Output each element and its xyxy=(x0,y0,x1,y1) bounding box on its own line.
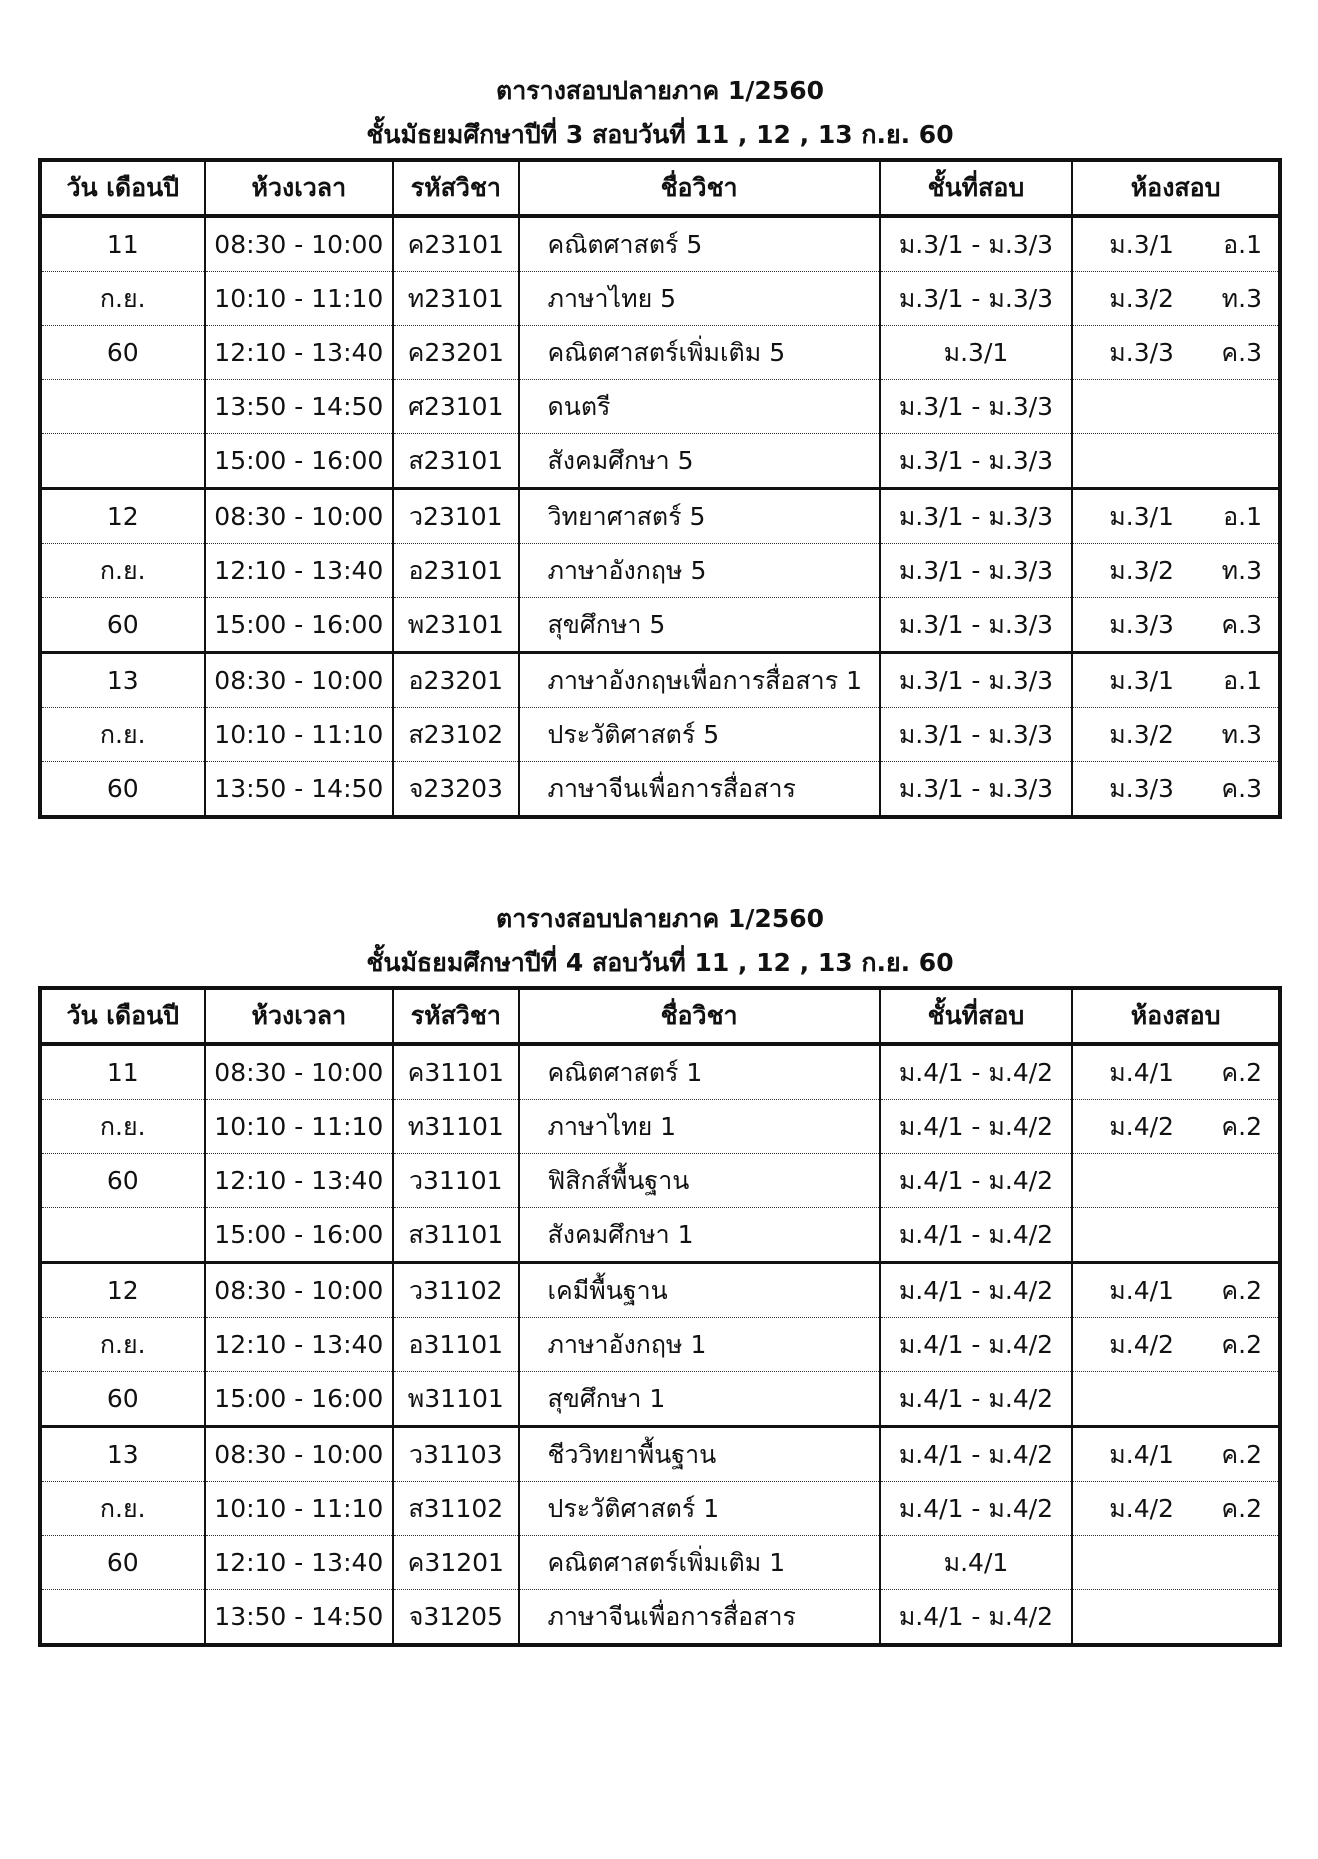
building-label: ค.3 xyxy=(1221,609,1262,639)
exam-class-cell: ม.4/1 - ม.4/2 xyxy=(880,1100,1073,1154)
subject-name-cell: ภาษาจีนเพื่อการสื่อสาร xyxy=(519,1590,880,1646)
building-label: ค.2 xyxy=(1221,1057,1262,1087)
exam-date-cell xyxy=(40,1590,205,1646)
subject-name-cell: ภาษาอังกฤษเพื่อการสื่อสาร 1 xyxy=(519,653,880,708)
subject-code-cell: จ23203 xyxy=(393,762,518,818)
exam-room-cell xyxy=(1072,216,1280,272)
table-row xyxy=(40,1263,1280,1318)
exam-date-cell: 11 xyxy=(40,216,205,272)
table-row xyxy=(40,1482,1280,1536)
table-row xyxy=(40,380,1280,434)
exam-class-cell: ม.3/1 - ม.3/3 xyxy=(880,380,1073,434)
header-class: ชั้นที่สอบ xyxy=(880,160,1073,216)
subject-name-cell: ภาษาอังกฤษ 1 xyxy=(519,1318,880,1372)
subject-code-cell: ว31101 xyxy=(393,1154,518,1208)
exam-date-cell: 12 xyxy=(40,1263,205,1318)
exam-room-cell xyxy=(1072,1536,1280,1590)
subject-code-cell: ว31103 xyxy=(393,1427,518,1482)
exam-time-cell: 10:10 - 11:10 xyxy=(205,1100,394,1154)
subject-code-cell: พ23101 xyxy=(393,598,518,653)
exam-time-cell: 15:00 - 16:00 xyxy=(205,1372,394,1427)
building-label: ค.3 xyxy=(1221,773,1262,803)
exam-time-cell: 12:10 - 13:40 xyxy=(205,544,394,598)
subject-name-cell: สุขศึกษา 1 xyxy=(519,1372,880,1427)
exam-class-cell: ม.4/1 - ม.4/2 xyxy=(880,1208,1073,1263)
header-code: รหัสวิชา xyxy=(393,160,518,216)
exam-class-cell: ม.3/1 - ม.3/3 xyxy=(880,272,1073,326)
subject-code-cell: ค31101 xyxy=(393,1044,518,1100)
exam-class-cell: ม.3/1 - ม.3/3 xyxy=(880,598,1073,653)
table-row xyxy=(40,708,1280,762)
subject-name-cell: ชีววิทยาพื้นฐาน xyxy=(519,1427,880,1482)
building-label: ท.3 xyxy=(1221,719,1262,749)
exam-time-cell: 08:30 - 10:00 xyxy=(205,1044,394,1100)
exam-room-cell xyxy=(1072,1208,1280,1263)
subject-name-cell: คณิตศาสตร์ 1 xyxy=(519,1044,880,1100)
exam-time-cell: 12:10 - 13:40 xyxy=(205,1318,394,1372)
subject-name-cell: คณิตศาสตร์เพิ่มเติม 1 xyxy=(519,1536,880,1590)
exam-time-cell: 13:50 - 14:50 xyxy=(205,1590,394,1646)
table-header-row xyxy=(40,988,1280,1044)
building-label: อ.1 xyxy=(1223,229,1262,259)
exam-table xyxy=(38,986,1282,1647)
room-label: ม.4/2 xyxy=(1109,1111,1174,1141)
exam-time-cell: 08:30 - 10:00 xyxy=(205,1427,394,1482)
header-room: ห้องสอบ xyxy=(1072,988,1280,1044)
table-row xyxy=(40,216,1280,272)
subject-name-cell: ภาษาไทย 5 xyxy=(519,272,880,326)
room-label: ม.4/2 xyxy=(1109,1329,1174,1359)
exam-time-cell: 08:30 - 10:00 xyxy=(205,216,394,272)
subject-name-cell: ฟิสิกส์พื้นฐาน xyxy=(519,1154,880,1208)
header-time: ห้วงเวลา xyxy=(205,988,394,1044)
subject-code-cell: ส23101 xyxy=(393,434,518,489)
exam-date-cell xyxy=(40,434,205,489)
exam-class-cell: ม.3/1 xyxy=(880,326,1073,380)
exam-room-cell xyxy=(1072,1590,1280,1646)
exam-date-cell: ก.ย. xyxy=(40,544,205,598)
subject-code-cell: พ31101 xyxy=(393,1372,518,1427)
building-label: ท.3 xyxy=(1221,555,1262,585)
exam-class-cell: ม.4/1 - ม.4/2 xyxy=(880,1263,1073,1318)
table-row xyxy=(40,653,1280,708)
subject-name-cell: ประวัติศาสตร์ 1 xyxy=(519,1482,880,1536)
room-label: ม.4/2 xyxy=(1109,1493,1174,1523)
header-class: ชั้นที่สอบ xyxy=(880,988,1073,1044)
exam-class-cell: ม.4/1 - ม.4/2 xyxy=(880,1482,1073,1536)
exam-room-cell xyxy=(1072,489,1280,544)
subject-code-cell: ค23101 xyxy=(393,216,518,272)
header-room: ห้องสอบ xyxy=(1072,160,1280,216)
exam-room-cell xyxy=(1072,762,1280,818)
exam-time-cell: 12:10 - 13:40 xyxy=(205,1154,394,1208)
building-label: อ.1 xyxy=(1223,665,1262,695)
exam-table xyxy=(38,158,1282,819)
exam-room-cell xyxy=(1072,272,1280,326)
exam-class-cell: ม.4/1 - ม.4/2 xyxy=(880,1318,1073,1372)
subject-name-cell: วิทยาศาสตร์ 5 xyxy=(519,489,880,544)
exam-time-cell: 10:10 - 11:10 xyxy=(205,708,394,762)
table-row xyxy=(40,1318,1280,1372)
subject-code-cell: ท23101 xyxy=(393,272,518,326)
subject-name-cell: ภาษาอังกฤษ 5 xyxy=(519,544,880,598)
table-row xyxy=(40,1372,1280,1427)
exam-room-cell xyxy=(1072,1427,1280,1482)
header-time: ห้วงเวลา xyxy=(205,160,394,216)
exam-date-cell: 60 xyxy=(40,1536,205,1590)
exam-time-cell: 15:00 - 16:00 xyxy=(205,1208,394,1263)
exam-date-cell: 60 xyxy=(40,326,205,380)
table-row xyxy=(40,1100,1280,1154)
table-row xyxy=(40,272,1280,326)
subject-code-cell: ค23201 xyxy=(393,326,518,380)
exam-class-cell: ม.3/1 - ม.3/3 xyxy=(880,762,1073,818)
exam-class-cell: ม.3/1 - ม.3/3 xyxy=(880,653,1073,708)
exam-time-cell: 10:10 - 11:10 xyxy=(205,272,394,326)
room-label: ม.4/1 xyxy=(1109,1057,1174,1087)
exam-class-cell: ม.3/1 - ม.3/3 xyxy=(880,544,1073,598)
exam-class-cell: ม.3/1 - ม.3/3 xyxy=(880,708,1073,762)
exam-room-cell xyxy=(1072,434,1280,489)
subject-code-cell: ว23101 xyxy=(393,489,518,544)
exam-room-cell xyxy=(1072,1154,1280,1208)
building-label: ค.2 xyxy=(1221,1329,1262,1359)
subject-code-cell: ว31102 xyxy=(393,1263,518,1318)
exam-class-cell: ม.3/1 - ม.3/3 xyxy=(880,489,1073,544)
exam-date-cell: ก.ย. xyxy=(40,1318,205,1372)
subject-name-cell: สังคมศึกษา 5 xyxy=(519,434,880,489)
exam-date-cell: 11 xyxy=(40,1044,205,1100)
exam-date-cell: ก.ย. xyxy=(40,1482,205,1536)
exam-date-cell: 13 xyxy=(40,653,205,708)
exam-time-cell: 12:10 - 13:40 xyxy=(205,326,394,380)
exam-date-cell: 13 xyxy=(40,1427,205,1482)
subject-name-cell: ภาษาจีนเพื่อการสื่อสาร xyxy=(519,762,880,818)
exam-date-cell xyxy=(40,1208,205,1263)
room-label: ม.3/1 xyxy=(1109,665,1174,695)
table-row xyxy=(40,598,1280,653)
exam-room-cell xyxy=(1072,653,1280,708)
table-row xyxy=(40,544,1280,598)
exam-time-cell: 08:30 - 10:00 xyxy=(205,489,394,544)
exam-room-cell xyxy=(1072,1263,1280,1318)
exam-time-cell: 13:50 - 14:50 xyxy=(205,380,394,434)
exam-room-cell xyxy=(1072,326,1280,380)
exam-time-cell: 08:30 - 10:00 xyxy=(205,1263,394,1318)
subject-code-cell: ส31102 xyxy=(393,1482,518,1536)
table-row xyxy=(40,762,1280,818)
table-row xyxy=(40,326,1280,380)
schedule-title: ตารางสอบปลายภาค 1/2560 xyxy=(495,76,824,105)
header-date: วัน เดือนปี xyxy=(40,988,205,1044)
table-row xyxy=(40,1427,1280,1482)
subject-code-cell: จ31205 xyxy=(393,1590,518,1646)
exam-room-cell xyxy=(1072,1372,1280,1427)
table-header-row xyxy=(40,160,1280,216)
header-subject: ชื่อวิชา xyxy=(519,160,880,216)
exam-date-cell: ก.ย. xyxy=(40,272,205,326)
exam-room-cell xyxy=(1072,598,1280,653)
exam-time-cell: 08:30 - 10:00 xyxy=(205,653,394,708)
exam-room-cell xyxy=(1072,1318,1280,1372)
room-label: ม.3/1 xyxy=(1109,501,1174,531)
subject-code-cell: อ31101 xyxy=(393,1318,518,1372)
building-label: ค.3 xyxy=(1221,337,1262,367)
schedule-title: ตารางสอบปลายภาค 1/2560 xyxy=(495,904,824,933)
exam-time-cell: 12:10 - 13:40 xyxy=(205,1536,394,1590)
subject-code-cell: ส23102 xyxy=(393,708,518,762)
exam-class-cell: ม.3/1 - ม.3/3 xyxy=(880,216,1073,272)
exam-class-cell: ม.4/1 - ม.4/2 xyxy=(880,1154,1073,1208)
exam-room-cell xyxy=(1072,1100,1280,1154)
building-label: ท.3 xyxy=(1221,283,1262,313)
exam-date-cell: 60 xyxy=(40,1372,205,1427)
header-subject: ชื่อวิชา xyxy=(519,988,880,1044)
exam-date-cell: 60 xyxy=(40,1154,205,1208)
exam-time-cell: 15:00 - 16:00 xyxy=(205,434,394,489)
subject-code-cell: อ23201 xyxy=(393,653,518,708)
exam-class-cell: ม.3/1 - ม.3/3 xyxy=(880,434,1073,489)
exam-room-cell xyxy=(1072,544,1280,598)
table-row xyxy=(40,1044,1280,1100)
subject-code-cell: ส31101 xyxy=(393,1208,518,1263)
exam-room-cell xyxy=(1072,1482,1280,1536)
table-row xyxy=(40,1536,1280,1590)
subject-name-cell: คณิตศาสตร์เพิ่มเติม 5 xyxy=(519,326,880,380)
exam-time-cell: 13:50 - 14:50 xyxy=(205,762,394,818)
subject-code-cell: อ23101 xyxy=(393,544,518,598)
exam-date-cell: 60 xyxy=(40,598,205,653)
schedule-subtitle: ชั้นมัธยมศึกษาปีที่ 3 สอบวันที่ 11 , 12 , 13 ก.ย. 60 xyxy=(366,120,954,149)
exam-class-cell: ม.4/1 xyxy=(880,1536,1073,1590)
exam-room-cell xyxy=(1072,708,1280,762)
exam-class-cell: ม.4/1 - ม.4/2 xyxy=(880,1372,1073,1427)
exam-date-cell: ก.ย. xyxy=(40,1100,205,1154)
exam-room-cell xyxy=(1072,380,1280,434)
exam-date-cell: ก.ย. xyxy=(40,708,205,762)
subject-code-cell: ค31201 xyxy=(393,1536,518,1590)
schedule-subtitle: ชั้นมัธยมศึกษาปีที่ 4 สอบวันที่ 11 , 12 , 13 ก.ย. 60 xyxy=(366,948,954,977)
subject-code-cell: ศ23101 xyxy=(393,380,518,434)
room-label: ม.4/1 xyxy=(1109,1439,1174,1469)
subject-name-cell: สุขศึกษา 5 xyxy=(519,598,880,653)
room-label: ม.3/2 xyxy=(1109,555,1174,585)
exam-date-cell: 12 xyxy=(40,489,205,544)
schedule-grade-4 xyxy=(38,898,1282,1647)
building-label: ค.2 xyxy=(1221,1111,1262,1141)
header-code: รหัสวิชา xyxy=(393,988,518,1044)
schedule-grade-3 xyxy=(38,70,1282,819)
table-row xyxy=(40,434,1280,489)
subject-name-cell: ประวัติศาสตร์ 5 xyxy=(519,708,880,762)
room-label: ม.3/2 xyxy=(1109,283,1174,313)
exam-class-cell: ม.4/1 - ม.4/2 xyxy=(880,1427,1073,1482)
room-label: ม.3/2 xyxy=(1109,719,1174,749)
exam-class-cell: ม.4/1 - ม.4/2 xyxy=(880,1590,1073,1646)
exam-time-cell: 15:00 - 16:00 xyxy=(205,598,394,653)
table-row xyxy=(40,1590,1280,1646)
table-row xyxy=(40,1208,1280,1263)
building-label: ค.2 xyxy=(1221,1493,1262,1523)
room-label: ม.3/3 xyxy=(1109,773,1174,803)
room-label: ม.3/3 xyxy=(1109,337,1174,367)
exam-date-cell: 60 xyxy=(106,774,139,803)
exam-class-cell: ม.4/1 - ม.4/2 xyxy=(880,1044,1073,1100)
room-label: ม.3/3 xyxy=(1109,609,1174,639)
subject-name-cell: สังคมศึกษา 1 xyxy=(519,1208,880,1263)
subject-name-cell: เคมีพื้นฐาน xyxy=(519,1263,880,1318)
table-row xyxy=(40,1154,1280,1208)
exam-room-cell xyxy=(1072,1044,1280,1100)
subject-name-cell: ภาษาไทย 1 xyxy=(519,1100,880,1154)
building-label: ค.2 xyxy=(1221,1275,1262,1305)
subject-name-cell: คณิตศาสตร์ 5 xyxy=(519,216,880,272)
subject-name-cell: ดนตรี xyxy=(519,380,880,434)
subject-code-cell: ท31101 xyxy=(393,1100,518,1154)
exam-date-cell xyxy=(40,380,205,434)
room-label: ม.3/1 xyxy=(1109,229,1174,259)
table-row xyxy=(40,489,1280,544)
building-label: ค.2 xyxy=(1221,1439,1262,1469)
header-date: วัน เดือนปี xyxy=(40,160,205,216)
exam-time-cell: 10:10 - 11:10 xyxy=(205,1482,394,1536)
building-label: อ.1 xyxy=(1223,501,1262,531)
room-label: ม.4/1 xyxy=(1109,1275,1174,1305)
